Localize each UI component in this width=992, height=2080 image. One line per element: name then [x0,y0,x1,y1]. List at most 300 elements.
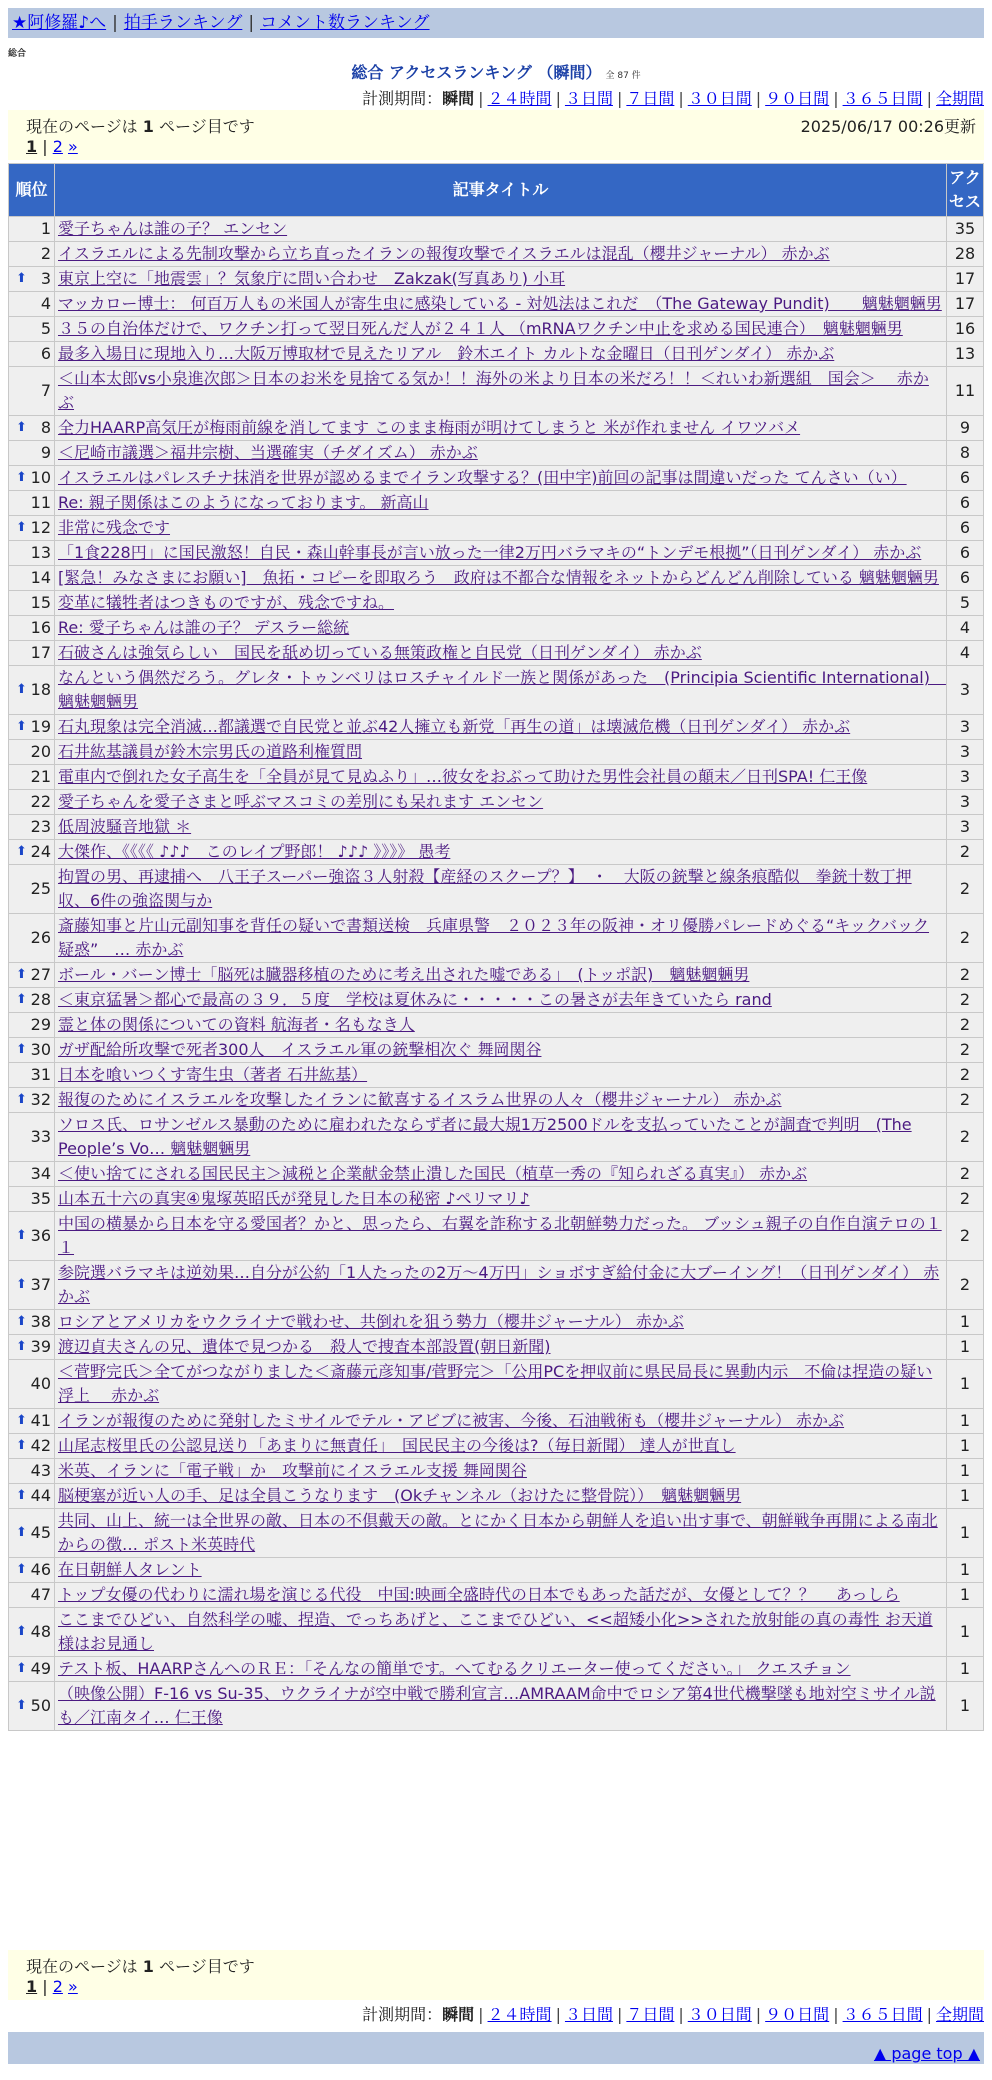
title-cell [55,865,946,913]
access-count: 2 [947,1113,983,1161]
title-cell [55,1509,946,1557]
rank-number: 30 [30,1040,51,1059]
table-row [9,367,983,415]
period-separator: | [678,2005,684,2024]
rank-cell [9,765,54,789]
article-link[interactable]: 最多入場日に現地入り…大阪万博取材で見えたリアル 鈴木エイト カルトな金曜日（日刊ゲンダイ） 赤かぶ [58,344,835,363]
table-row [9,1409,983,1433]
access-count: 2 [947,914,983,962]
title-cell [55,491,946,515]
article-link[interactable]: 参院選バラマキは逆効果…自分が公約「1人たったの2万～4万円」ショボすぎ給付金に大ブーイング！（日刊ゲンダイ） 赤かぶ [58,1263,940,1306]
access-count: 2 [947,1063,983,1087]
rank-cell [9,1212,54,1260]
rank-up-icon: ⬆ [16,1562,27,1577]
rank-up-icon: ⬆ [16,682,27,697]
table-row [9,1088,983,1112]
period-link-24h[interactable]: ２４時間 [487,89,552,108]
title-cell [55,516,946,540]
access-count: 6 [947,566,983,590]
rank-cell [9,715,54,739]
article-link[interactable]: 山本五十六の真実④鬼塚英昭氏が発見した日本の秘密 ♪ペリマリ♪ [58,1189,530,1208]
title-cell [55,1360,946,1408]
rank-up-icon: ⬆ [16,1624,27,1639]
rank-cell [9,1434,54,1458]
rank-cell [9,491,54,515]
title-cell [55,1484,946,1508]
access-count: 9 [947,416,983,440]
title-cell [55,988,946,1012]
rank-up-icon: ⬆ [16,1438,27,1453]
table-row [9,641,983,665]
table-row [9,292,983,316]
rank-cell [9,1360,54,1408]
title-cell [55,1558,946,1582]
table-row [9,1657,983,1681]
table-row [9,1434,983,1458]
title-cell [55,1162,946,1186]
rank-number: 44 [30,1486,51,1505]
table-row [9,342,983,366]
article-link[interactable]: （映像公開）F-16 vs Su-35、ウクライナが空中戦で勝利宣言…AMRAAM命中でロシア第4世代機撃墜も地対空ミサイル説も／江南タイ… 仁王像 [58,1684,936,1727]
header-rank: 順位 [9,164,54,216]
footer-bar [8,2032,984,2064]
access-count: 1 [947,1509,983,1557]
article-link[interactable]: ＜東京猛暑＞都心で最高の３９．５度 学校は夏休みに・・・・・この暑さが去年きていたら rand [58,990,772,1009]
article-link[interactable]: 中国の横暴から日本を守る愛国者？かと、思ったら、右翼を詐称する北朝鮮勢力だった。 ブッシュ親子の自作自演テロの１１ [58,1214,942,1257]
rank-up-icon: ⬆ [16,271,27,286]
title-cell [55,1187,946,1211]
article-link[interactable]: 石井紘基議員が鈴木宗男氏の道路利権質問 [58,742,363,761]
article-link[interactable]: ＜尼崎市議選＞福井宗樹、当選確実（チダイズム） 赤かぶ [58,443,478,462]
rank-number: 3 [40,269,51,288]
rank-number: 23 [30,817,51,836]
rank-number: 12 [30,518,51,537]
period-link-365d[interactable]: ３６５日間 [842,89,923,108]
title-cell [55,1335,946,1359]
rank-number: 48 [30,1622,51,1641]
period-current: 瞬間 [442,2005,475,2024]
title-cell [55,1682,946,1730]
rank-cell [9,342,54,366]
rank-cell [9,1608,54,1656]
page-info [26,1954,966,1977]
period-link-90d[interactable]: ９０日間 [765,89,830,108]
article-link[interactable]: 脳梗塞が近い人の手、足は全員こうなります (Okチャンネル（おけたに整骨院）） 魑魅魍魎男 [58,1486,742,1505]
title-cell [55,267,946,291]
article-link[interactable]: ロシアとアメリカをウクライナで戦わせ、共倒れを狙う勢力（櫻井ジャーナル） 赤かぶ [58,1312,684,1331]
article-link[interactable]: Re: 愛子ちゃんは誰の子？ デスラー総統 [58,618,350,637]
article-link[interactable]: 渡辺貞夫さんの兄、遺体で見つかる 殺人で捜査本部設置(朝日新聞) [58,1337,551,1356]
period-link-30d[interactable]: ３０日間 [687,2005,752,2024]
table-row [9,815,983,839]
table-row [9,914,983,962]
rank-up-icon: ⬆ [16,719,27,734]
table-row [9,1558,983,1582]
access-count: 3 [947,790,983,814]
article-link[interactable]: ＜山本太郎vs小泉進次郎＞日本のお米を見捨てる気か！！海外の米より日本の米だろ！！＜れいわ新選組 国会＞ 赤かぶ [58,369,929,412]
applause-ranking-link[interactable]: 拍手ランキング [123,13,243,33]
access-count: 17 [947,267,983,291]
rank-number: 36 [30,1226,51,1245]
title-cell [55,591,946,615]
rank-number: 34 [30,1164,51,1183]
article-link[interactable]: 共同、山上、統一は全世界の敵、日本の不倶戴天の敵。とにかく日本から朝鮮人を追い出す事で、朝鮮戦争再開による南北からの徴… ポスト米英時代 [58,1511,938,1554]
rank-number: 40 [30,1374,51,1393]
page-2-link[interactable]: 2 [52,137,63,156]
period-separator: | [926,2005,932,2024]
rank-cell [9,1063,54,1087]
access-count: 2 [947,840,983,864]
rank-cell [9,466,54,490]
rank-number: 37 [30,1275,51,1294]
table-row [9,1509,983,1557]
rank-number: 2 [40,244,51,263]
title-cell [55,566,946,590]
article-link[interactable]: 非常に残念です [58,518,171,537]
access-count: 13 [947,342,983,366]
rank-number: 1 [40,219,51,238]
article-link[interactable]: イスラエルはパレスチナ抹消を世界が認めるまでイラン攻撃する？(田中宇)前回の記事は間違いだった てんさい（い） [58,468,907,487]
rank-cell [9,367,54,415]
home-link[interactable]: ★阿修羅♪へ [12,13,107,33]
access-count: 17 [947,292,983,316]
period-separator: | [478,2005,484,2024]
rank-up-icon: ⬆ [16,1698,27,1713]
article-link[interactable]: ソロス氏、ロサンゼルス暴動のために雇われたならず者に最大規1万2500ドルを支払っていたことが調査で判明 (The People’s Vo… 魑魅魍魎男 [58,1115,912,1158]
next-page-link[interactable]: » [68,1977,78,1996]
table-row [9,541,983,565]
rank-cell [9,1335,54,1359]
access-count: 3 [947,740,983,764]
article-link[interactable]: 石丸現象は完全消滅…都議選で自民党と並ぶ42人擁立も新党「再生の道」は壊滅危機（日刊ゲンダイ） 赤かぶ [58,717,851,736]
rank-number: 16 [30,618,51,637]
title-cell [55,441,946,465]
table-row [9,865,983,913]
table-row [9,1682,983,1730]
title-cell [55,416,946,440]
title-cell [55,840,946,864]
rank-cell [9,641,54,665]
rank-number: 14 [30,568,51,587]
table-row [9,1187,983,1211]
table-row [9,591,983,615]
title-cell [55,1310,946,1334]
access-count: 4 [947,616,983,640]
table-row [9,1038,983,1062]
table-header-row [9,164,983,216]
article-link[interactable]: トップ女優の代わりに濡れ場を演じる代役 中国:映画全盛時代の日本でもあった話だが、女優として？？ あっしら [58,1585,900,1604]
article-link[interactable]: ここまでひどい、自然科学の嘘、捏造、でっちあげと、ここまでひどい、<<超矮小化>>された放射能の真の毒性 お天道様はお見通し [58,1610,933,1653]
article-link[interactable]: 低周波騒音地獄 ＊ [58,817,192,836]
article-link[interactable]: 拘置の男、再逮捕へ 八王子スーパー強盗３人射殺【産経のスクープ？】 ・ 大阪の銃撃と線条痕酷似 拳銃十数丁押収、6件の強盗関与か [58,867,912,910]
page-top-link[interactable]: ▲ page top ▲ [873,2044,980,2063]
table-row [9,466,983,490]
access-count: 35 [947,217,983,241]
period-link-90d[interactable]: ９０日間 [765,2005,830,2024]
rank-cell [9,591,54,615]
access-count: 2 [947,1038,983,1062]
access-count: 2 [947,988,983,1012]
page-title [0,60,992,83]
table-row [9,566,983,590]
title-cell [55,1113,946,1161]
title-cell [55,715,946,739]
rank-up-icon: ⬆ [16,1661,27,1676]
header-title: 記事タイトル [55,164,946,216]
table-row [9,1063,983,1087]
article-link[interactable]: 変革に犠牲者はつきものですが、残念ですね。 [58,593,395,612]
article-link[interactable]: 日本を喰いつくす寄生虫（著者 石井紘基） [58,1065,368,1084]
period-separator: | [678,89,684,108]
rank-cell [9,217,54,241]
title-cell [55,1409,946,1433]
access-count: 2 [947,1162,983,1186]
table-row [9,1459,983,1483]
article-link[interactable]: 「1食228円」に国民激怒！自民・森山幹事長が言い放った一律2万円バラマキの“トンデモ根拠”（日刊ゲンダイ） 赤かぶ [58,543,922,562]
rank-up-icon: ⬆ [16,1042,27,1057]
period-link-7d[interactable]: ７日間 [626,89,675,108]
rank-number: 18 [30,680,51,699]
access-count: 4 [947,641,983,665]
title-cell [55,1261,946,1309]
period-link-30d[interactable]: ３０日間 [687,89,752,108]
rank-cell [9,1409,54,1433]
article-link[interactable]: 大傑作、《《《《 ♪♪♪ このレイプ野郎！ ♪♪♪ 》》》》 愚考 [58,842,451,861]
rank-number: 43 [30,1461,51,1480]
period-current: 瞬間 [442,89,475,108]
access-count: 2 [947,1212,983,1260]
rank-cell [9,790,54,814]
access-count: 1 [947,1434,983,1458]
rank-cell [9,865,54,913]
access-count: 3 [947,765,983,789]
nav-separator: | [248,13,255,33]
nav-separator: | [112,13,118,33]
access-count: 2 [947,1261,983,1309]
table-row [9,1013,983,1037]
rank-cell [9,1113,54,1161]
access-count: 8 [947,441,983,465]
period-separator: | [555,2005,561,2024]
period-link-7d[interactable]: ７日間 [626,2005,675,2024]
article-link[interactable]: マッカロー博士： 何百万人もの米国人が寄生虫に感染している - 対処法はこれだ （The Gateway Pundit) 魑魅魍魎男 [58,294,942,313]
current-page-number: 1 [142,117,154,136]
rank-number: 22 [30,792,51,811]
rank-number: 29 [30,1015,51,1034]
article-link[interactable]: 米英、イランに「電子戦」か 攻撃前にイスラエル支援 舞岡関谷 [58,1461,527,1480]
title-cell [55,1212,946,1260]
page-info-suffix: ページ目です [159,117,255,136]
period-separator: | [555,89,561,108]
rank-number: 49 [30,1659,51,1678]
access-count: 1 [947,1310,983,1334]
rank-cell [9,988,54,1012]
table-row [9,416,983,440]
article-link[interactable]: ＜菅野完氏＞全てがつながりました＜斎藤元彦知事/菅野完＞「公用PCを押収前に県民局長に異動内示 不倫は捏造の疑い浮上 赤かぶ [58,1362,933,1405]
article-link[interactable]: ボール・バーン博士「脳死は臓器移植のために考え出された嘘である」 (トッポ訳) 魑魅魍魎男 [58,965,750,984]
table-row [9,790,983,814]
title-cell [55,466,946,490]
rank-number: 46 [30,1560,51,1579]
article-link[interactable]: ３５の自治体だけで、ワクチン打って翌日死んだ人が２４１人 （mRNAワクチン中止を求める国民連合） 魑魅魍魎男 [58,319,903,338]
table-row [9,1335,983,1359]
article-link[interactable]: テスト板、HAARPさんへのＲＥ：「そんなの簡単です。へてむるクリエーター使ってください。」 クエスチョン [58,1659,851,1678]
article-link[interactable]: 報復のためにイスラエルを攻撃したイランに歓喜するイスラム世界の人々（櫻井ジャーナル） 赤かぶ [58,1090,782,1109]
rank-number: 38 [30,1312,51,1331]
article-link[interactable]: 山尾志桜里氏の公認見送り「あまりに無責任」 国民民主の今後は?（毎日新聞） 達人が世直し [58,1436,736,1455]
rank-number: 27 [30,965,51,984]
title-cell [55,541,946,565]
period-separator: | [926,89,932,108]
period-link-all[interactable]: 全期間 [935,2005,984,2024]
rank-up-icon: ⬆ [16,1488,27,1503]
rank-cell [9,1162,54,1186]
table-row [9,1212,983,1260]
title-cell [55,1434,946,1458]
access-count: 1 [947,1583,983,1607]
article-link[interactable]: イランが報復のために発射したミサイルでテル・アビブに被害、今後、石油戦術も（櫻井ジャーナル） 赤かぶ [58,1411,845,1430]
next-page-link[interactable]: » [68,137,78,156]
access-count: 1 [947,1459,983,1483]
rank-number: 42 [30,1436,51,1455]
rank-up-icon: ⬆ [16,420,27,435]
period-separator: | [833,2005,839,2024]
rank-cell [9,1682,54,1730]
ranking-table [8,163,984,1731]
access-count: 6 [947,491,983,515]
category-label: 総合 [8,49,27,59]
article-link[interactable]: 愛子ちゃんを愛子さまと呼ぶマスコミの差別にも呆れます エンセン [58,792,544,811]
rank-cell [9,1310,54,1334]
rank-cell [9,666,54,714]
rank-number: 35 [30,1189,51,1208]
title-cell [55,1459,946,1483]
rank-up-icon: ⬆ [16,844,27,859]
title-cell [55,815,946,839]
table-row [9,715,983,739]
rank-up-icon: ⬆ [16,1314,27,1329]
rank-up-icon: ⬆ [16,1413,27,1428]
article-link[interactable]: Re: 親子関係はこのようになっております。 新高山 [58,493,429,512]
period-link-24h[interactable]: ２４時間 [487,2005,552,2024]
table-row [9,963,983,987]
rank-number: 39 [30,1337,51,1356]
access-count: 1 [947,1409,983,1433]
rank-cell [9,1261,54,1309]
rank-cell [9,963,54,987]
title-cell [55,1657,946,1681]
period-separator: | [755,89,762,108]
access-count: 1 [947,1360,983,1408]
page-separator: | [42,137,48,156]
rank-cell [9,840,54,864]
period-link-365d[interactable]: ３６５日間 [842,2005,923,2024]
rank-up-icon: ⬆ [16,1092,27,1107]
period-link-3d[interactable]: ３日間 [564,89,613,108]
rank-number: 19 [30,717,51,736]
rank-cell [9,516,54,540]
header-count: アクセス [947,164,983,216]
rank-number: 6 [40,344,51,363]
rank-number: 24 [30,842,51,861]
rank-number: 8 [40,418,51,437]
table-row [9,491,983,515]
period-link-all[interactable]: 全期間 [935,89,984,108]
table-row [9,1608,983,1656]
article-link[interactable]: ガザ配給所攻撃で死者300人 イスラエル軍の銃撃相次ぐ 舞岡関谷 [58,1040,542,1059]
page-info-prefix: 現在のページは [26,117,138,136]
period-separator: | [833,89,839,108]
rank-cell [9,242,54,266]
current-page-number: 1 [142,1957,154,1976]
period-label: 計測期間： [362,89,443,108]
title-cell [55,616,946,640]
rank-cell [9,416,54,440]
article-link[interactable]: [緊急！みなさまにお願い] 魚拓・コピーを即取ろう 政府は不都合な情報をネットからどんどん削除している 魑魅魍魎男 [58,568,939,587]
page-links [26,1977,78,1996]
period-label: 計測期間： [362,2005,443,2024]
comment-ranking-link[interactable]: コメント数ランキング [260,13,430,33]
article-link[interactable]: 電車内で倒れた女子高生を「全員が見て見ぬふり」…彼女をおぶって助けた男性会社員の顛末／日刊SPA! 仁王像 [58,767,868,786]
article-link[interactable]: 斎藤知事と片山元副知事を背任の疑いで書類送検 兵庫県警 ２０２３年の阪神・オリ優勝パレードめぐる“キックバック疑惑” … 赤かぶ [58,916,930,959]
access-count: 3 [947,715,983,739]
updated-timestamp: 2025/06/17 00:26更新 [800,117,976,136]
access-count: 1 [947,1682,983,1730]
article-link[interactable]: 全力HAARP高気圧が梅雨前線を消してます このまま梅雨が明けてしまうと 米が作れません イワツバメ [58,418,801,437]
rank-number: 20 [30,742,51,761]
page-separator: | [42,1977,48,1996]
rank-number: 45 [30,1523,51,1542]
access-count: 28 [947,242,983,266]
access-count: 16 [947,317,983,341]
access-count: 2 [947,1187,983,1211]
article-link[interactable]: 在日朝鮮人タレント [58,1560,202,1579]
period-separator: | [478,89,484,108]
table-row [9,242,983,266]
access-count: 11 [947,367,983,415]
table-row [9,1484,983,1508]
article-link[interactable]: 石破さんは強気らしい 国民を舐め切っている無策政権と自民党（日刊ゲンダイ） 赤かぶ [58,643,702,662]
pager-top [8,110,984,160]
rank-cell [9,1484,54,1508]
article-link[interactable]: 霊と体の関係についての資料 航海者・名もなき人 [58,1015,415,1034]
title-cell [55,1063,946,1087]
rank-cell [9,292,54,316]
article-link[interactable]: 東京上空に「地震雲」？気象庁に問い合わせ Zakzak(写真あり) 小耳 [58,269,566,288]
article-link[interactable]: イスラエルによる先制攻撃から立ち直ったイランの報復攻撃でイスラエルは混乱（櫻井ジャーナル） 赤かぶ [58,244,830,263]
title-cell [55,740,946,764]
article-link[interactable]: なんという偶然だろう。グレタ・トゥンベリはロスチャイルド一族と関係があった (Principia Scientific International) 魑魅魍魎男 [58,668,946,711]
rank-number: 4 [40,294,51,313]
page-info-suffix: ページ目です [159,1957,255,1976]
rank-cell [9,1459,54,1483]
rank-up-icon: ⬆ [16,992,27,1007]
table-row [9,441,983,465]
page-1: 1 [26,1977,38,1996]
table-row [9,1261,983,1309]
rank-up-icon: ⬆ [16,470,27,485]
access-count: 3 [947,666,983,714]
article-link[interactable]: ＜使い捨てにされる国民民主＞減税と企業献金禁止潰した国民（植草一秀の『知られざる真実』） 赤かぶ [58,1164,808,1183]
period-link-3d[interactable]: ３日間 [564,2005,613,2024]
rank-number: 11 [30,493,51,512]
article-link[interactable]: 愛子ちゃんは誰の子？ エンセン [58,219,288,238]
rank-number: 17 [30,643,51,662]
page-2-link[interactable]: 2 [52,1977,63,1996]
period-separator: | [755,2005,762,2024]
rank-cell [9,1509,54,1557]
title-cell [55,666,946,714]
